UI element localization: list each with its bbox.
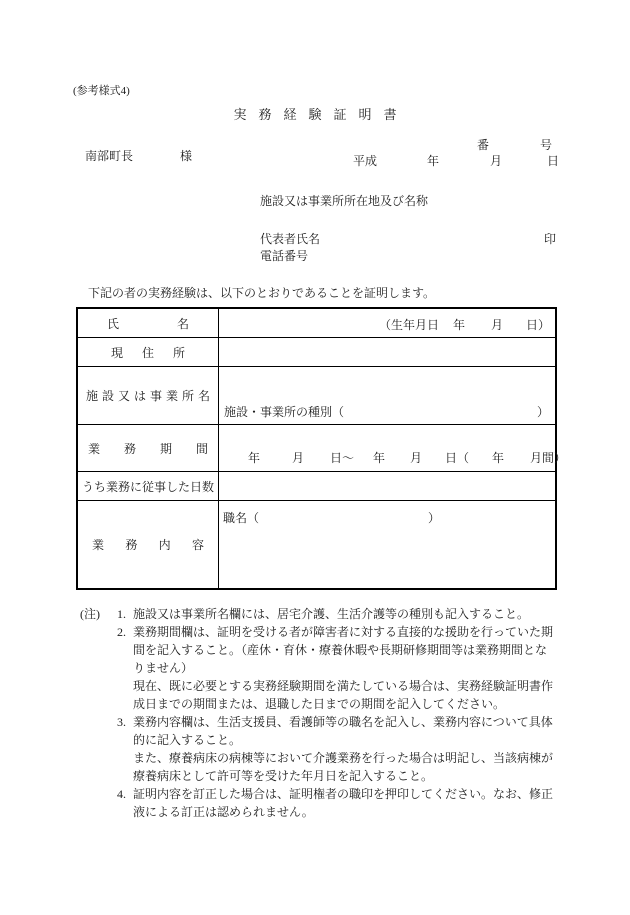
content-value-cell [219,501,555,588]
table-row-content [78,500,555,588]
period-label-cell [78,425,219,471]
note-number: 4. [117,787,126,801]
date-month-label: 月 [490,154,503,168]
note-number: 3. [117,715,126,729]
address-value-cell [219,338,555,366]
note-text: 間を記入すること。（産休・育休・療養休暇や長期研修期間等は業務期間とな [133,643,548,657]
date-year-label: 年 [427,154,440,168]
note-text: りません） [133,661,194,675]
note-item-1 [117,605,553,623]
period-year2-label: 年 [373,451,386,465]
notes-section [80,605,553,821]
facility-address-label: 施設又は事業所所在地及び名称 [260,194,429,208]
note-text: 成日までの期間または、退職した日までの期間を記入してください。 [133,697,506,711]
addressee-honorific: 様 [180,149,193,163]
address-label-cell [78,338,219,366]
note-item-2 [117,623,553,713]
note-text: 現在、既に必要とする実務経験期間を満たしている場合は、実務経験証明書作 [133,679,554,693]
experience-table [76,307,567,590]
doc-number-label: 番 [477,138,490,152]
birthdate-open: （生年月日 [379,318,440,332]
note-text: また、療養病床の病棟等において介護業務を行った場合は明記し、当該病棟が [133,751,554,765]
days-label-cell [78,472,219,500]
period-month1-label: 月 [292,451,305,465]
period-year1-label: 年 [248,451,261,465]
facility-type-close: ） [536,405,549,419]
facility-value-cell [219,367,555,424]
days-label: うち業務に従事した日数 [81,479,214,494]
period-total-month-label: 月間） [530,451,567,465]
certify-statement: 下記の者の実務経験は、以下のとおりであることを証明します。 [88,286,436,300]
page-title: 実務経験証明書 [233,107,409,122]
addressee-name: 南部町長 [85,149,134,163]
notes-marker: (注) [80,607,100,621]
representative-label: 代表者氏名 [260,232,321,246]
facility-type-line [224,403,549,420]
address-label: 現住所 [111,345,185,360]
content-label-cell [78,501,219,588]
facility-label: 施設又は事業所名 [86,389,210,403]
note-text: 液による訂正は認められません。 [133,805,314,819]
table-row-period [78,424,567,471]
period-label: 業務期間 [88,441,208,456]
doc-number-suffix: 号 [540,138,553,152]
table-row-days [78,471,555,500]
phone-label: 電話番号 [260,249,309,263]
period-month2-label: 月 [410,451,423,465]
name-label-cell [78,309,219,337]
note-number: 1. [117,607,126,621]
job-title-close: ） [428,511,441,525]
note-text: 的に記入すること。 [133,733,242,747]
note-text: 施設又は事業所名欄には、居宅介護、生活介護等の種別も記入すること。 [133,607,530,621]
note-text: 業務内容欄は、生活支援員、看護師等の職名を記入し、業務内容について具体 [133,715,553,729]
table-row-name [78,309,555,337]
period-value-cell [219,425,567,471]
table-row-address [78,337,555,366]
content-label: 業務内容 [92,538,204,552]
note-text: 証明内容を訂正した場合は、証明権者の職印を押印してください。なお、修正 [133,787,554,801]
note-text: 療養病床として許可等を受けた年月日を記入すること。 [133,769,434,783]
days-value-cell [219,472,555,500]
period-total-year-label: 年 [492,451,505,465]
note-item-4 [117,785,553,821]
birthdate-month-label: 月 [491,318,504,332]
note-text: 業務期間欄は、証明を受ける者が障害者に対する直接的な援助を行っていた期 [133,625,554,639]
birthdate-day-label: 日） [526,318,551,332]
seal-mark: 印 [544,232,557,246]
form-reference: (参考様式4) [73,85,130,97]
table-row-facility [78,366,555,424]
period-day1-label: 日～ [330,451,355,465]
date-era-label: 平成 [353,154,378,168]
date-day-label: 日 [547,154,560,168]
period-day2-label: 日（ [445,451,470,465]
name-value-cell [219,309,555,337]
facility-type-open: 施設・事業所の種別（ [224,405,345,419]
note-item-3 [117,713,553,785]
facility-label-cell [78,367,219,424]
birthdate-year-label: 年 [453,318,466,332]
job-title-open: 職名（ [223,511,260,525]
name-label: 氏名 [107,316,189,331]
note-number: 2. [117,625,126,639]
